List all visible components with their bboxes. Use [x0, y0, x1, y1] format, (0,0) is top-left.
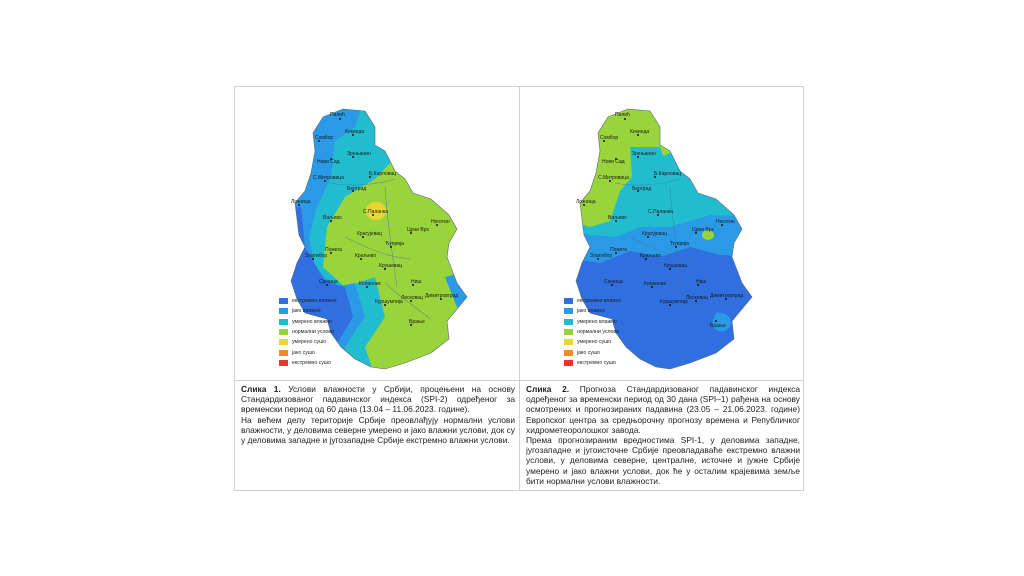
legend-swatch: [279, 319, 288, 325]
city-label: Ваљево: [323, 215, 342, 221]
city-label: С.Митровица: [598, 175, 629, 181]
city-label: Зрењанин: [347, 151, 371, 157]
city-label: Ћуприја: [670, 241, 689, 247]
legend-swatch: [564, 339, 573, 345]
figure-2-caption: [526, 384, 800, 486]
figure-2-description: Према прогнозираним вредностима SPI-1, у деловима западне, југозападне и југоисточне Србије преовладаваће екстремно влажни услови, у деловима северне, централне, источне и јужне Србије умерено и јако влажни услови, док ће у осталим крајевима земље бити нормални услови влажности.: [526, 435, 800, 486]
legend-swatch: [279, 308, 288, 314]
legend-label: јако сушо: [577, 349, 600, 356]
city-label: Куршумлија: [660, 299, 688, 305]
city-label: Ниш: [696, 279, 707, 285]
legend-swatch: [564, 360, 573, 366]
city-label: Црни Врх: [407, 227, 429, 233]
city-label: Неготин: [431, 219, 450, 225]
legend-label: умерено влажно: [577, 318, 617, 325]
city-label: Крушевац: [379, 263, 403, 269]
city-label: Копаоник: [359, 281, 381, 287]
city-label: Палић: [330, 112, 345, 118]
city-label: Кикинда: [345, 129, 365, 135]
legend-label: умерено сушо: [292, 339, 327, 346]
spi1-map: [520, 87, 804, 380]
city-label: Зрењанин: [632, 151, 656, 157]
figure-2-label: Слика 2.: [526, 384, 570, 394]
spi2-map: [235, 87, 519, 380]
city-label: Крушевац: [664, 263, 688, 269]
city-label: Пожега: [610, 247, 627, 253]
city-label: Ниш: [411, 279, 422, 285]
legend-swatch: [279, 350, 288, 356]
city-label: Лесковац: [686, 295, 708, 301]
city-label: Београд: [347, 186, 367, 192]
figure-2-title: Прогноза Стандардизованог падавинског индекса одређеног за временски период од 30 дана (SPI–1) рађена на основу осмотрених и прогнозираних падавина (23.05 – 21.06.2023. године) Европског центра за средњорочну прогнозу времена и Републичког хидрометеоролошког завода.: [526, 384, 800, 435]
city-label: С.Митровица: [313, 175, 344, 181]
legend-swatch: [564, 319, 573, 325]
row-divider: [235, 380, 803, 381]
legend-swatch: [564, 298, 573, 304]
legend-label: јако влажно: [577, 308, 606, 315]
city-label: Палић: [615, 112, 630, 118]
city-label: Пожега: [325, 247, 342, 253]
city-label: Димитровград: [425, 293, 459, 299]
legend-swatch: [564, 329, 573, 335]
city-label: Б.Карловац: [369, 171, 396, 177]
legend-label: екстремно влажно: [292, 298, 337, 305]
city-label: Врање: [409, 319, 425, 325]
city-label: Златибор: [305, 253, 328, 259]
city-label: Нови Сад: [317, 159, 340, 165]
figure-1-title: Услови влажности у Србији, процењени на основу Стандардизованог падавинског индекса (SPI-2) одређеног за временски период од 60 дана (13.04 – 11.06.2023. године).: [241, 384, 515, 415]
legend-label: умерено сушо: [577, 339, 612, 346]
city-label: Сомбор: [600, 135, 619, 141]
legend-swatch: [564, 308, 573, 314]
figure-1-panel: [235, 87, 519, 380]
city-label: Копаоник: [644, 281, 666, 287]
city-label: Кикинда: [630, 129, 650, 135]
city-label: Ћуприја: [385, 241, 404, 247]
city-label: Златибор: [590, 253, 613, 259]
city-label: Крагујевац: [357, 231, 382, 237]
city-label: Лесковац: [401, 295, 423, 301]
figure-2-panel: [520, 87, 804, 380]
figure-1-label: Слика 1.: [241, 384, 281, 394]
city-label: Ваљево: [608, 215, 627, 221]
legend-label: нормални услови: [577, 329, 620, 336]
city-label: Б.Карловац: [654, 171, 681, 177]
figure-1-description: На већем делу територије Србије преовлађују нормални услови влажности, у деловима северне умерено и јако влажни услови, док су у деловима западне и југозападне Србије екстремно влажни услови.: [241, 414, 515, 446]
city-label: Куршумлија: [375, 299, 403, 305]
map-legend: [564, 296, 621, 368]
city-label: Београд: [632, 186, 652, 192]
figure-1-caption: [241, 384, 515, 445]
document-sheet: [234, 86, 804, 491]
city-label: Крагујевац: [642, 231, 667, 237]
legend-label: јако влажно: [292, 308, 321, 315]
city-label: Краљево: [640, 253, 662, 259]
city-label: Неготин: [716, 219, 735, 225]
city-label: Димитровград: [710, 293, 744, 299]
legend-label: екстремно сушо: [292, 359, 331, 366]
city-label: Сјеница: [604, 279, 623, 285]
city-label: Лозница: [576, 199, 596, 205]
legend-swatch: [279, 298, 288, 304]
city-label: С.Паланка: [648, 209, 673, 215]
city-label: Нови Сад: [602, 159, 625, 165]
city-label: Врање: [710, 323, 726, 329]
legend-label: јако сушо: [292, 349, 315, 356]
legend-label: екстремно влажно: [577, 298, 622, 305]
city-label: С.Паланка: [363, 209, 388, 215]
legend-swatch: [279, 329, 288, 335]
legend-label: умерено влажно: [292, 318, 332, 325]
legend-swatch: [564, 350, 573, 356]
map-legend: [279, 296, 336, 368]
city-label: Краљево: [355, 253, 377, 259]
city-label: Сомбор: [315, 135, 334, 141]
city-label: Лозница: [291, 199, 311, 205]
legend-label: нормални услови: [292, 329, 335, 336]
legend-label: екстремно сушо: [577, 359, 616, 366]
city-label: Сјеница: [319, 279, 338, 285]
legend-swatch: [279, 339, 288, 345]
city-label: Црни Врх: [692, 227, 714, 233]
legend-swatch: [279, 360, 288, 366]
